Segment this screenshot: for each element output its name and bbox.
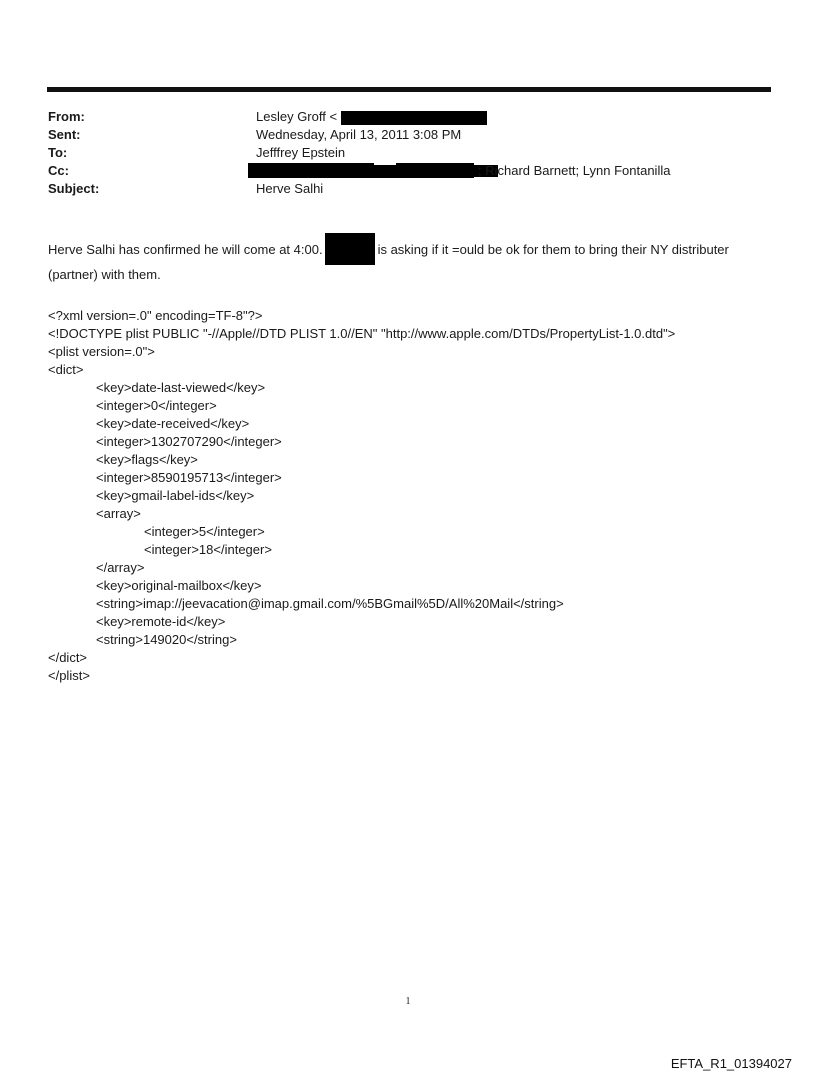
to-row (48, 144, 768, 162)
cc-row (48, 162, 768, 180)
code-line: <key>date-last-viewed</key> (96, 380, 266, 395)
code-line: <!DOCTYPE plist PUBLIC "-//Apple//DTD PLIST 1.0//EN" "http://www.apple.com/DTDs/PropertyList-1.0.dtd"> (48, 326, 676, 341)
redaction-block (374, 165, 396, 178)
from-label: From: (48, 109, 85, 124)
code-line: <key>remote-id</key> (96, 614, 226, 629)
code-line: <?xml version=.0" encoding=TF-8"?> (48, 308, 263, 323)
code-line: </dict> (48, 650, 88, 665)
body-text-part2: is asking if it =ould be ok for them to bring their NY distributer (partner) with them. (48, 242, 729, 282)
message-body (48, 233, 768, 284)
sent-value: Wednesday, April 13, 2011 3:08 PM (256, 127, 462, 142)
page-number: 1 (405, 996, 411, 1007)
redaction-block (248, 163, 374, 178)
header-rule (47, 87, 771, 92)
cc-value: ; Richard Barnett; Lynn Fontanilla (478, 163, 671, 178)
code-line: <key>flags</key> (96, 452, 198, 467)
sent-row (48, 126, 768, 144)
from-value (256, 108, 487, 126)
code-line: <key>original-mailbox</key> (96, 578, 262, 593)
sent-label: Sent: (48, 127, 81, 142)
code-line: <key>gmail-label-ids</key> (96, 488, 255, 503)
code-line: <integer>1302707290</integer> (96, 434, 282, 449)
plist-code-block (48, 307, 788, 685)
code-line: </array> (96, 560, 145, 575)
code-line: <key>date-received</key> (96, 416, 250, 431)
to-value: Jefffrey Epstein (256, 145, 346, 160)
from-name: Lesley Groff < (256, 109, 338, 124)
code-line: <plist version=.0"> (48, 344, 155, 359)
code-line: <string>imap://jeevacation@imap.gmail.com/%5BGmail%5D/All%20Mail</string> (96, 596, 564, 611)
email-header (48, 108, 768, 198)
subject-row (48, 180, 768, 198)
code-line: <string>149020</string> (96, 632, 237, 647)
body-text-part1: Herve Salhi has confirmed he will come at 4:00. (48, 242, 323, 257)
subject-value: Herve Salhi (256, 181, 324, 196)
code-line: <dict> (48, 362, 84, 377)
code-line: </plist> (48, 668, 90, 683)
code-line: <integer>5</integer> (144, 524, 265, 539)
redaction-block (341, 111, 487, 125)
subject-label: Subject: (48, 181, 100, 196)
code-line: <integer>18</integer> (144, 542, 272, 557)
redaction-block (325, 233, 375, 265)
redaction-block (396, 163, 474, 178)
code-line: <array> (96, 506, 141, 521)
code-line: <integer>8590195713</integer> (96, 470, 282, 485)
code-line: <integer>0</integer> (96, 398, 217, 413)
cc-label: Cc: (48, 163, 69, 178)
to-label: To: (48, 145, 68, 160)
document-id: EFTA_R1_01394027 (670, 1056, 792, 1071)
from-row (48, 108, 768, 126)
